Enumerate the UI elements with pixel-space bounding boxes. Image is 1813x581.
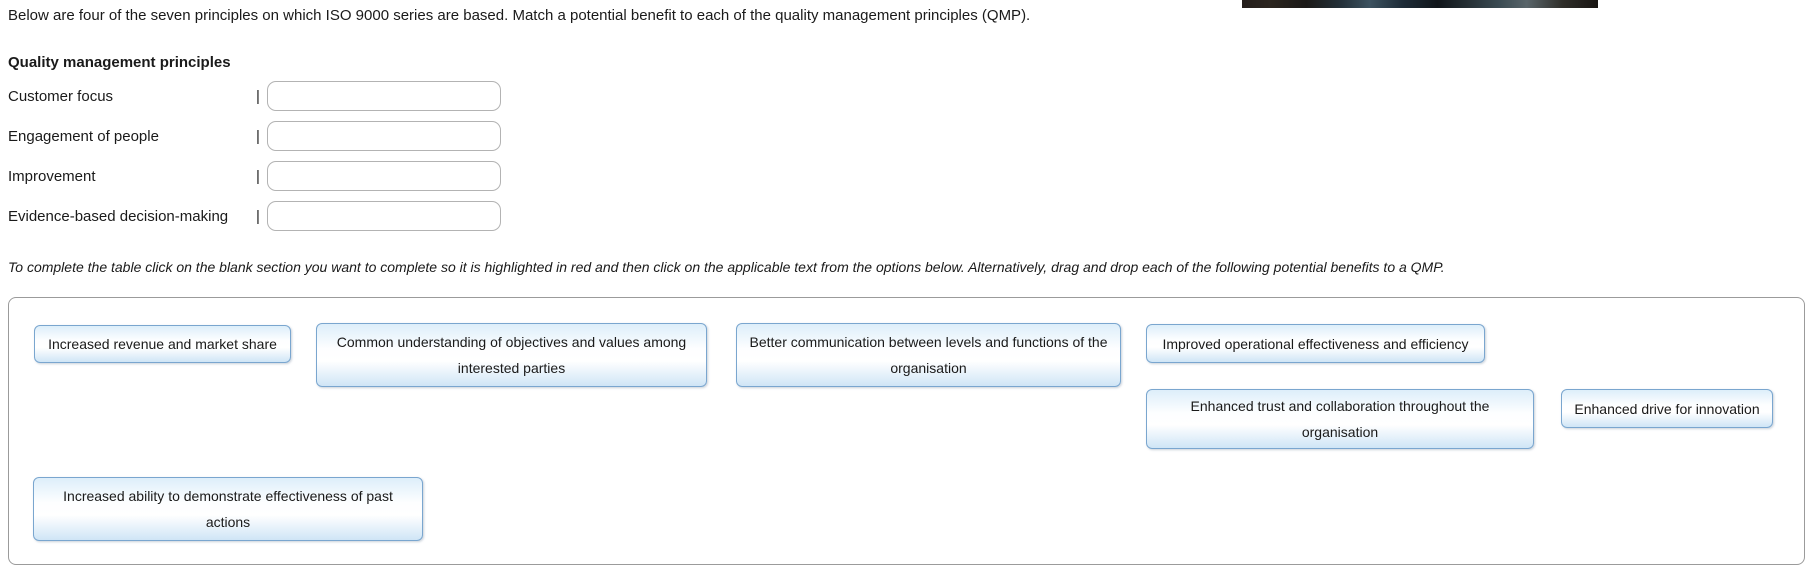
drop-zone-improvement[interactable] — [267, 161, 501, 191]
separator-bar: | — [256, 127, 260, 145]
qmp-row-engagement-of-people — [8, 120, 501, 152]
question-intro-text: Below are four of the seven principles on which ISO 9000 series are based. Match a potential benefit to each of the quality management principles (QMP). — [8, 7, 1031, 24]
drop-zone-customer-focus[interactable] — [267, 81, 501, 111]
qmp-row-improvement — [8, 160, 501, 192]
completion-instructions-text: To complete the table click on the blank section you want to complete so it is highlighted in red and then click on the applicable text from the options below. Alternatively, drag and drop each of the following potential benefits to a QMP. — [8, 259, 1445, 275]
benefit-option-drive-for-innovation[interactable]: Enhanced drive for innovation — [1561, 389, 1773, 428]
qmp-row-customer-focus — [8, 80, 501, 112]
qmp-label: Customer focus — [8, 87, 114, 105]
benefit-option-enhanced-trust[interactable]: Enhanced trust and collaboration throughout the organisation — [1146, 389, 1534, 449]
benefit-option-common-understanding[interactable]: Common understanding of objectives and values among interested parties — [316, 323, 707, 387]
benefit-option-operational-effectiveness[interactable]: Improved operational effectiveness and efficiency — [1146, 324, 1485, 363]
benefit-option-increased-revenue[interactable]: Increased revenue and market share — [34, 325, 291, 363]
separator-bar: | — [256, 207, 260, 225]
qmp-label: Evidence-based decision-making — [8, 207, 229, 225]
separator-bar: | — [256, 87, 260, 105]
partial-photo-image — [1242, 0, 1598, 8]
drop-zone-evidence-based-decision-making[interactable] — [267, 201, 501, 231]
separator-bar: | — [256, 167, 260, 185]
qmp-heading: Quality management principles — [8, 54, 231, 71]
benefit-option-better-communication[interactable]: Better communication between levels and functions of the organisation — [736, 323, 1121, 387]
qmp-row-evidence-based-decision-making — [8, 200, 501, 232]
drop-zone-engagement-of-people[interactable] — [267, 121, 501, 151]
qmp-label: Engagement of people — [8, 127, 159, 145]
qmp-label: Improvement — [8, 167, 96, 185]
benefit-option-demonstrate-effectiveness[interactable]: Increased ability to demonstrate effectiveness of past actions — [33, 477, 423, 541]
options-panel — [8, 297, 1805, 565]
